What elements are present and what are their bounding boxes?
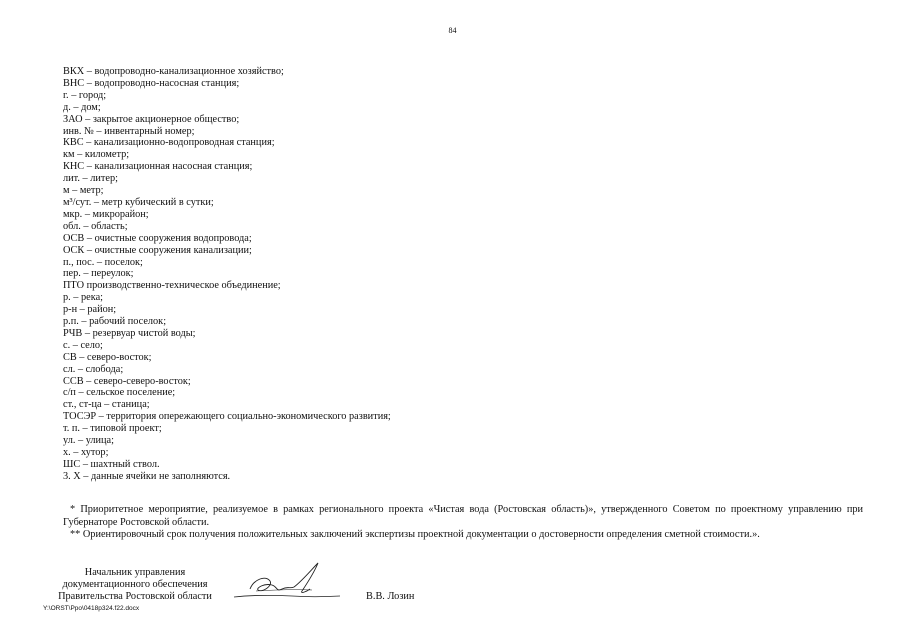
signatory-name: В.В. Лозин (366, 591, 415, 602)
abbreviation-item: д. – дом; (63, 101, 101, 113)
abbreviation-item: РЧВ – резервуар чистой воды; (63, 327, 196, 339)
abbreviation-item: п., пос. – поселок; (63, 256, 143, 268)
abbreviation-item: м³/сут. – метр кубический в сутки; (63, 196, 214, 208)
abbreviation-item: ЗАО – закрытое акционерное общество; (63, 113, 240, 125)
abbreviation-item: ВКХ – водопроводно-канализационное хозяйство; (63, 66, 284, 77)
signatory-title (40, 567, 230, 604)
abbreviation-item: с/п – сельское поселение; (63, 387, 176, 399)
signatory-title-line: Правительства Ростовской области (58, 591, 212, 603)
abbreviation-item: р-н – район; (63, 304, 117, 316)
abbreviation-item: х. – хутор; (63, 447, 109, 458)
abbreviation-item: сл. – слобода; (63, 363, 124, 375)
abbreviation-item: ул. – улица; (63, 435, 114, 447)
abbreviation-item: км – километр; (63, 149, 130, 161)
abbreviation-item: ТОСЭР – территория опережающего социально-экономического развития; (63, 411, 391, 423)
abbreviation-item: СВ – северо-восток; (63, 351, 152, 363)
abbreviation-item: ОСК – очистные сооружения канализации; (63, 244, 252, 256)
abbreviation-item: р.п. – рабочий поселок; (63, 316, 167, 328)
abbreviation-item: лит. – литер; (63, 173, 118, 185)
abbreviation-item: мкр. – микрорайон; (63, 208, 149, 220)
abbreviation-item: пер. – переулок; (63, 268, 134, 280)
abbreviation-item: КНС – канализационная насосная станция; (63, 161, 253, 173)
abbreviation-item: ПТО производственно-техническое объединение; (63, 280, 281, 292)
abbreviation-item: м – метр; (63, 185, 104, 197)
page-number: 84 (448, 26, 457, 35)
abbreviation-item: КВС – канализационно-водопроводная станция; (63, 137, 275, 149)
abbreviation-item: ст., ст-ца – станица; (63, 399, 150, 411)
abbreviation-item: ССВ – северо-северо-восток; (63, 375, 191, 387)
signatory-title-line: документационного обеспечения (62, 579, 208, 591)
abbreviation-item: с. – село; (63, 339, 103, 351)
abbreviation-item: ШС – шахтный ствол. (63, 458, 160, 470)
file-path: Y:\ORST\Ppo\0418p324.f22.docx (43, 605, 140, 612)
abbreviation-item: т. п. – типовой проект; (63, 423, 162, 435)
abbreviation-item: 3. Х – данные ячейки не заполняются. (63, 470, 231, 482)
abbreviation-item: ОСВ – очистные сооружения водопровода; (63, 232, 252, 244)
footnote-priority: * Приоритетное мероприятие, реализуемое в рамках регионального проекта «Чистая вода (Ростовская область)», утвержденного Советом по проектному управлению при Губернаторе Ростовской области. (63, 504, 863, 528)
abbreviation-list (63, 66, 391, 483)
abbreviation-item: ВНС – водопроводно-насосная станция; (63, 77, 240, 89)
handwritten-signature (232, 559, 342, 607)
signatory-title-line: Начальник управления (84, 567, 186, 578)
abbreviation-item: обл. – область; (63, 220, 128, 232)
abbreviation-item: инв. № – инвентарный номер; (63, 125, 195, 137)
abbreviation-item: г. – город; (63, 89, 107, 101)
footnote-expertise: ** Ориентировочный срок получения положительных заключений экспертизы проектной документации о достоверности определения сметной стоимости.». (70, 529, 760, 540)
abbreviation-item: р. – река; (63, 292, 104, 304)
